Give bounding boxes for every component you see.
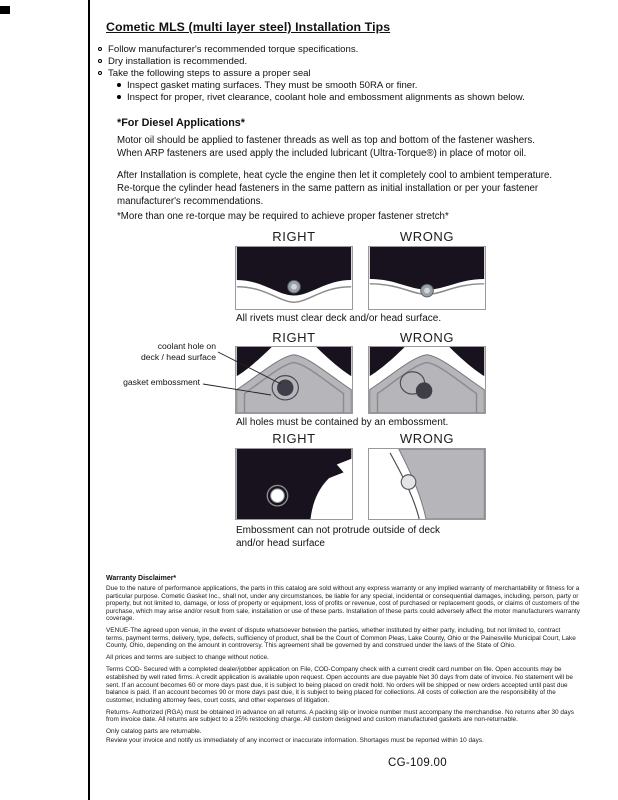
protrusion-right-diagram bbox=[235, 448, 353, 520]
left-rule bbox=[88, 0, 90, 800]
diesel-paragraph-1: Motor oil should be applied to fastener threads as well as top and bottom of the fastener washers. When ARP fasteners are used apply the included lubricant (Ultra-Torque®) in place of motor oil. bbox=[117, 135, 535, 160]
warranty-paragraph: Terms COD- Secured with a completed dealer/jobber application on File, COD-Company check with a current credit card number on file. Open accounts may be established by well rated firms. A credit application is available upon request. Open accounts are due payable Net 30 days from date of invoice. No statement will be sent. If an account becomes 60 or more days past due, it is subject to being placed on credit hold. No orders will be shipped or new orders accepted until past due balance is paid. If an account becomes 90 or more days past due, it is subject to being placed for collections. All costs of collection are the responsibility of the customer, including attorney fees, court costs, and other expenses of litigation. bbox=[106, 666, 573, 704]
warranty-paragraph: Returns- Authorized (RGA) must be obtained in advance on all returns. A packing slip or invoice number must accompany the merchandise. No returns after 30 days from invoice date. All returns are subject to a 25% restocking charge. All custom designed and custom manufactured gaskets are non-returnable. bbox=[106, 708, 575, 724]
bullet-text: Inspect gasket mating surfaces. They must be smooth 50RA or finer. bbox=[127, 80, 418, 91]
rivet-caption: All rivets must clear deck and/or head surface. bbox=[236, 313, 442, 324]
rivet-right-drawing bbox=[236, 247, 352, 309]
protrusion-right-drawing bbox=[236, 449, 352, 519]
sub-bullet-item bbox=[117, 80, 417, 91]
bullet-item bbox=[98, 56, 247, 67]
warranty-paragraph: VENUE-The agreed upon venue, in the event of dispute whatsoever between the parties, whether instituted by either party, including, but not limited to, contract terms, payment terms, delivery, type, defects, sufficiency of product, shall be the Court of Common Pleas, Lake County, Ohio or the Painesville Municipal Court, Lake County, Ohio, depending on the amount in controversy. This agreement shall be governed by and construed under the laws of the State of Ohio. bbox=[106, 627, 576, 650]
coolant-hole-right-diagram bbox=[235, 346, 353, 414]
sub-bullet-item bbox=[117, 92, 525, 103]
bullet-text: Inspect for proper, rivet clearance, coolant hole and embossment alignments as shown below. bbox=[127, 92, 525, 103]
caption-line: and/or head surface bbox=[236, 538, 325, 549]
right-column-label: RIGHT bbox=[272, 431, 316, 446]
wrong-column-label: WRONG bbox=[399, 330, 455, 345]
document-code: CG-109.00 bbox=[388, 757, 447, 769]
retorque-note: *More than one re-torque may be required to achieve proper fastener stretch* bbox=[117, 211, 449, 222]
warranty-paragraph: Review your invoice and notify us immediately of any incorrect or inaccurate information. Shortages must be reported within 10 days. bbox=[106, 736, 484, 744]
warranty-disclaimer-heading: Warranty Disclaimer* bbox=[106, 575, 177, 582]
bullet-text: Dry installation is recommended. bbox=[108, 56, 248, 67]
protrusion-wrong-drawing bbox=[369, 449, 485, 519]
diesel-applications-heading: *For Diesel Applications* bbox=[117, 117, 245, 129]
right-column-label: RIGHT bbox=[272, 330, 316, 345]
warranty-paragraph: All prices and terms are subject to change without notice. bbox=[106, 654, 269, 662]
open-bullet-icon bbox=[98, 47, 102, 51]
callout-text: deck / head surface bbox=[140, 352, 216, 363]
rivet-wrong-drawing bbox=[369, 247, 485, 309]
bullet-item bbox=[98, 68, 311, 79]
wrong-column-label: WRONG bbox=[399, 229, 455, 244]
callout-text: coolant hole on bbox=[157, 341, 216, 351]
filled-bullet-icon bbox=[117, 83, 121, 87]
registration-mark bbox=[0, 6, 10, 14]
bullet-item bbox=[98, 44, 358, 55]
warranty-paragraph: Due to the nature of performance applications, the parts in this catalog are sold without any express warranty or any implied warranty of merchantability or fitness for a particular purpose. Cometic Gasket Inc., shall not, under any circumstances, be liable for any special, incidental or consequential damages, including, person, party or property, but not limited to, damage, or loss of property or equipment, loss of profits or revenue, cost of purchased or replacement goods, or claims of customers of the purchase, which may arise and/or result from sale, installation or use of these parts. Installation of these parts could adversely affect the motor manufacturers warranty coverage. bbox=[106, 585, 580, 623]
protrusion-wrong-diagram bbox=[368, 448, 486, 520]
callout-coolant-hole-label bbox=[128, 341, 216, 363]
diesel-paragraph-2: After Installation is complete, heat cycle the engine then let it completely cool to ambient temperature. Re-torque the cylinder head fasteners in the same pattern as initial installation or per your fastener manufacturer's recommendations. bbox=[117, 170, 553, 208]
callout-gasket-embossment-label: gasket embossment bbox=[123, 377, 200, 387]
coolant-right-drawing bbox=[236, 347, 352, 413]
rivet-clearance-right-diagram bbox=[235, 246, 353, 310]
open-bullet-icon bbox=[98, 71, 102, 75]
protrusion-caption bbox=[236, 524, 440, 550]
caption-line: Embossment can not protrude outside of deck bbox=[236, 525, 441, 536]
warranty-disclaimer-body bbox=[106, 585, 580, 749]
bullet-text: Take the following steps to assure a proper seal bbox=[108, 68, 311, 79]
bullet-text: Follow manufacturer's recommended torque specifications. bbox=[108, 44, 359, 55]
coolant-hole-wrong-diagram bbox=[368, 346, 486, 414]
coolant-wrong-drawing bbox=[369, 347, 485, 413]
filled-bullet-icon bbox=[117, 95, 121, 99]
rivet-clearance-wrong-diagram bbox=[368, 246, 486, 310]
warranty-paragraph: Only catalog parts are returnable. bbox=[106, 728, 202, 736]
open-bullet-icon bbox=[98, 59, 102, 63]
page-title: Cometic MLS (multi layer steel) Installation Tips bbox=[106, 20, 391, 34]
embossment-caption: All holes must be contained by an embossment. bbox=[236, 417, 449, 428]
wrong-column-label: WRONG bbox=[399, 431, 455, 446]
right-column-label: RIGHT bbox=[272, 229, 316, 244]
